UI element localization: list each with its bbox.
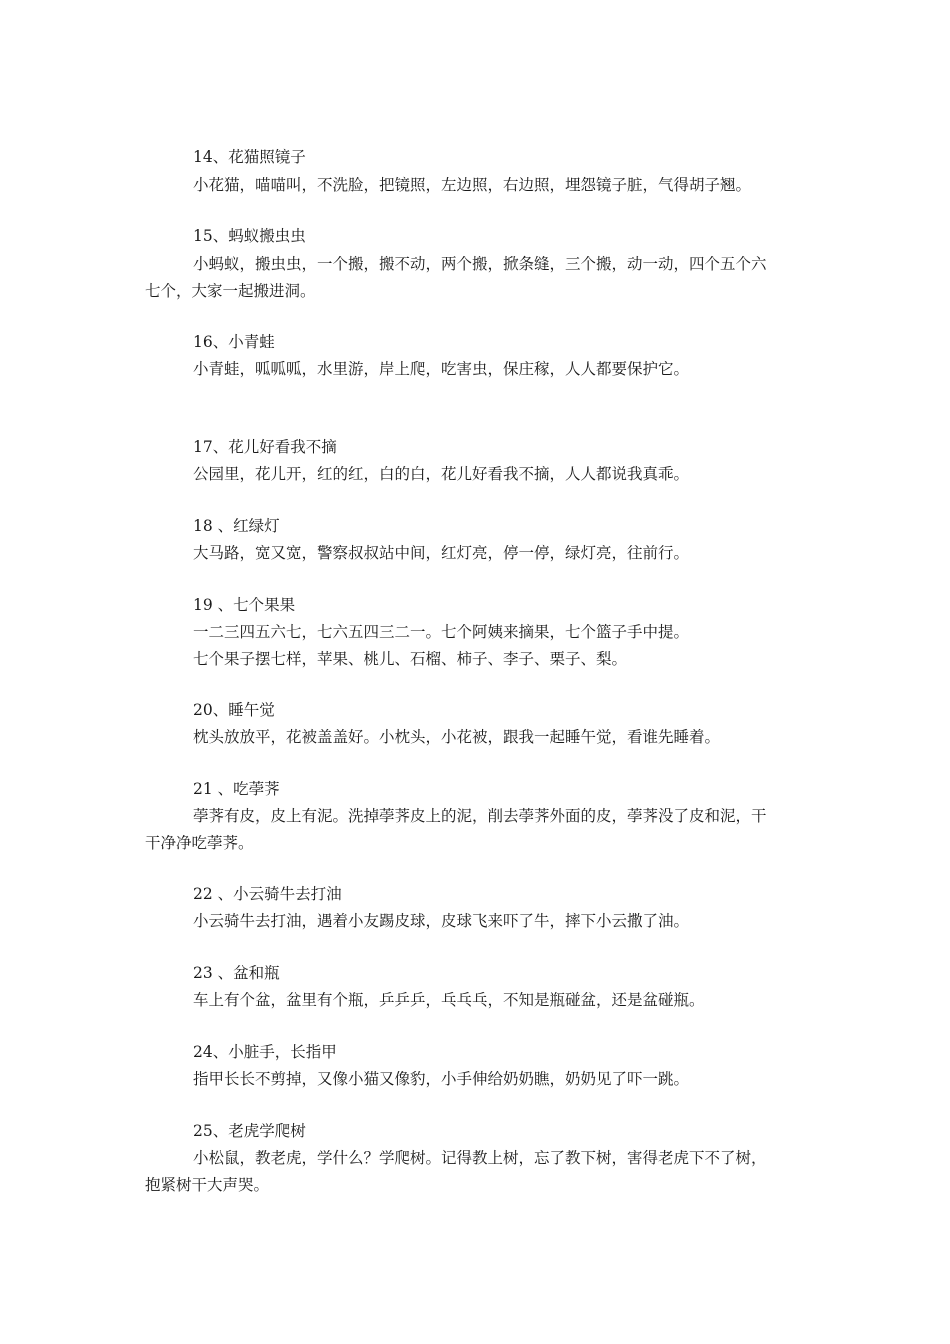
poem-line: 大马路，宽又宽，警察叔叔站中间，红灯亮，停一停，绿灯亮，往前行。 [193, 544, 690, 562]
poem-line: 枕头放放平，花被盖盖好。小枕头，小花被，跟我一起睡午觉，看谁先睡着。 [193, 728, 721, 746]
poem-line: 指甲长长不剪掉，又像小猫又像豹，小手伸给奶奶瞧，奶奶见了吓一跳。 [193, 1070, 690, 1088]
poem-line: 车上有个盆，盆里有个瓶，乒乒乒，乓乓乓，不知是瓶碰盆，还是盆碰瓶。 [193, 991, 705, 1009]
poem-title: 16、小青蛙 [193, 333, 275, 351]
poem-title: 23 、盆和瓶 [193, 964, 280, 982]
poem-title: 19 、七个果果 [193, 596, 296, 614]
poem-title: 15、蚂蚁搬虫虫 [193, 227, 306, 245]
poem-line: 公园里，花儿开，红的红，白的白，花儿好看我不摘，人人都说我真乖。 [193, 465, 690, 483]
poem-line: 七个果子摆七样，苹果、桃儿、石榴、柿子、李子、栗子、梨。 [193, 650, 628, 668]
poem-title: 20、睡午觉 [193, 701, 275, 719]
poem-line: 小松鼠，教老虎，学什么？学爬树。记得教上树，忘了教下树，害得老虎下不了树， [193, 1149, 767, 1167]
poem-title: 18 、红绿灯 [193, 517, 280, 535]
poem-line: 抱紧树干大声哭。 [145, 1176, 270, 1194]
poem-title: 17、花儿好看我不摘 [193, 438, 337, 456]
poem-line: 小云骑牛去打油，遇着小友踢皮球，皮球飞来吓了牛，摔下小云撒了油。 [193, 912, 690, 930]
poem-title: 21 、吃荸荠 [193, 780, 280, 798]
poem-title: 24、小脏手，长指甲 [193, 1043, 337, 1061]
poem-line: 小蚂蚁，搬虫虫，一个搬，搬不动，两个搬，掀条缝，三个搬，动一动，四个五个六 [193, 255, 767, 273]
poem-line: 一二三四五六七，七六五四三二一。七个阿姨来摘果，七个篮子手中提。 [193, 623, 690, 641]
poem-title: 22 、小云骑牛去打油 [193, 885, 342, 903]
poem-line: 七个，大家一起搬进洞。 [145, 282, 316, 300]
poem-line: 小花猫，喵喵叫，不洗脸，把镜照，左边照，右边照，埋怨镜子脏，气得胡子翘。 [193, 176, 752, 194]
poem-line: 荸荠有皮，皮上有泥。洗掉荸荠皮上的泥，削去荸荠外面的皮，荸荠没了皮和泥，干 [193, 807, 767, 825]
poem-title: 14、花猫照镜子 [193, 148, 306, 166]
poem-line: 小青蛙，呱呱呱，水里游，岸上爬，吃害虫，保庄稼，人人都要保护它。 [193, 360, 690, 378]
poem-title: 25、老虎学爬树 [193, 1122, 306, 1140]
poem-line: 干净净吃荸荠。 [145, 834, 254, 852]
